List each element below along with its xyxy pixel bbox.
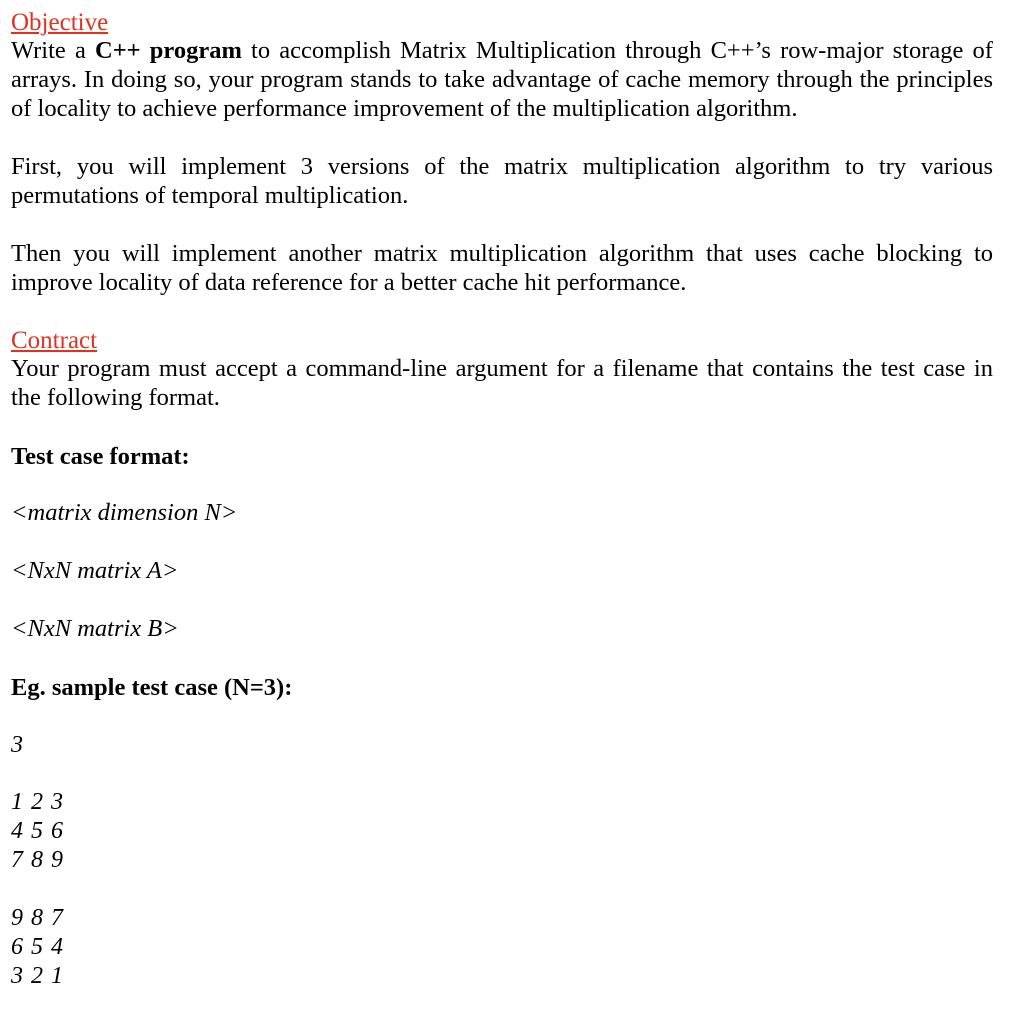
objective-paragraph-3: Then you will implement another matrix multiplication algorithm that uses cache blocking to improve locality of data reference for a better cache hit performance.	[11, 240, 993, 296]
objective-paragraph-2: First, you will implement 3 versions of the matrix multiplication algorithm to try various permutations of temporal multiplication.	[11, 153, 993, 209]
contract-heading: Contract	[11, 327, 98, 354]
matrix-b-row: 6 5 4	[11, 934, 64, 960]
objective-text-rest: to accomplish Matrix Multiplication through C++’s row-major storage of arrays. In doing so, your program stands to take advantage of cache memory through the principles of locality to achieve performance improvement of the multiplication algorithm.	[11, 37, 993, 122]
matrix-a-row: 1 2 3	[11, 789, 64, 815]
matrix-b-row: 3 2 1	[11, 963, 64, 989]
sample-test-case-title: Eg. sample test case (N=3):	[11, 674, 293, 701]
matrix-a-row: 7 8 9	[11, 847, 64, 873]
format-line-matrix-a: <NxN matrix A>	[11, 557, 179, 584]
objective-text-start: Write a	[11, 37, 95, 64]
format-line-matrix-b: <NxN matrix B>	[11, 615, 179, 642]
test-case-format-title: Test case format:	[11, 443, 190, 470]
matrix-a-row: 4 5 6	[11, 818, 64, 844]
sample-dimension: 3	[11, 732, 24, 758]
cpp-program-emphasis: C++ program	[95, 37, 242, 64]
contract-paragraph: Your program must accept a command-line argument for a filename that contains the test case in the following format.	[11, 355, 993, 411]
format-line-dimension: <matrix dimension N>	[11, 499, 238, 526]
matrix-b-row: 9 8 7	[11, 905, 64, 931]
objective-paragraph-1	[11, 36, 993, 123]
objective-heading: Objective	[11, 9, 109, 36]
